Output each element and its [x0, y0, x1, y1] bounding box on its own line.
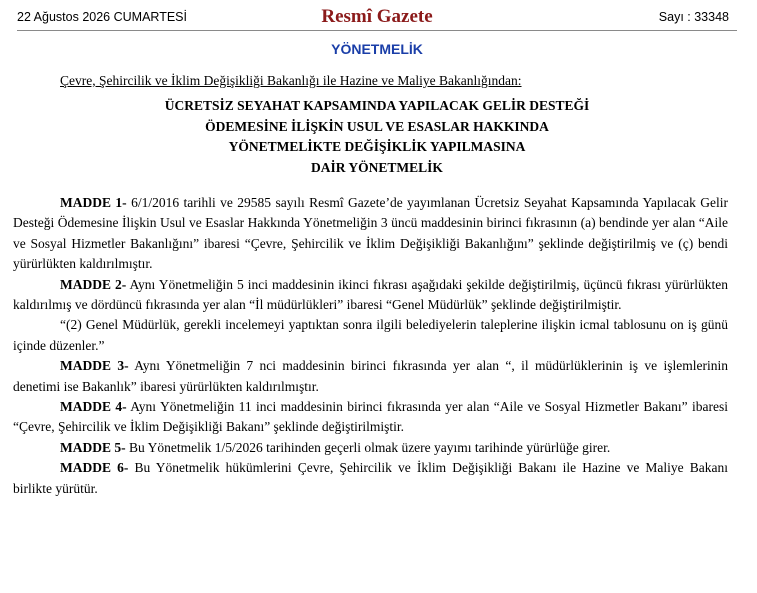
issue-date: 22 Ağustos 2026 CUMARTESİ	[17, 10, 187, 24]
article-label: MADDE 4-	[60, 399, 127, 415]
gazette-title: Resmî Gazete	[321, 6, 433, 27]
gazette-header	[17, 6, 737, 31]
regulation-title-line: ÜCRETSİZ SEYAHAT KAPSAMINDA YAPILACAK GELİR DESTEĞİ	[164, 98, 590, 113]
article-label: MADDE 1-	[60, 195, 127, 210]
article-text: Aynı Yönetmeliğin 7 nci maddesinin birinci fıkrasında yer alan “, il müdürlüklerinin iş ve işlemlerinin denetimi ise Bakanlık” ibaresi yürürlükten kaldırılmıştır.	[13, 358, 729, 394]
regulation-title	[17, 96, 737, 178]
article-text: Aynı Yönetmeliğin 11 inci maddesinin birinci fıkrasında yer alan “Aile ve Sosyal Hizmetler Bakanı” ibaresi “Çevre, Şehircilik ve İklim Değişikliği Bakanı” şeklinde değiştirilmiştir.	[13, 399, 728, 435]
article-label: MADDE 6-	[60, 460, 129, 476]
article-6	[13, 458, 728, 499]
article-text: Bu Yönetmelik 1/5/2026 tarihinden geçerli olmak üzere yayımı tarihinde yürürlüğe girer.	[125, 439, 611, 455]
regulation-title-line: YÖNETMELİKTE DEĞİŞİKLİK YAPILMASINA	[228, 139, 526, 154]
article-text: 6/1/2016 tarihli ve 29585 sayılı Resmî Gazete’de yayımlanan Ücretsiz Seyahat Kapsamında Yapılacak Gelir Desteği Ödemesine İlişkin Usul ve Esaslar Hakkında Yönetmeliğin 3 üncü maddesinin birinci fıkrasının (a) bendinde yer alan “Aile ve Sosyal Hizmetler Bakanlığını” ibaresi “Çevre, Şehircilik ve İklim Değişikliği Bakanlığını” şeklinde değiştirilmiş ve (ç) bendi yürürlükten kaldırılmıştır.	[13, 195, 728, 272]
regulation-body	[13, 193, 728, 499]
issue-number: Sayı : 33348	[658, 10, 729, 24]
article-3	[13, 356, 728, 397]
regulation-title-line: ÖDEMESİNE İLİŞKİN USUL VE ESASLAR HAKKINDA	[205, 118, 549, 134]
article-text: Bu Yönetmelik hükümlerini Çevre, Şehircilik ve İklim Değişikliği Bakanı ile Hazine ve Maliye Bakanı birlikte yürütür.	[13, 460, 728, 496]
article-text: “(2) Genel Müdürlük, gerekli incelemeyi yaptıktan sonra ilgili belediyelerin taleplerine ilişkin icmal tablosunu on iş günü içinde düzenler.”	[13, 317, 728, 353]
article-label: MADDE 5-	[60, 439, 126, 455]
article-2	[13, 275, 728, 316]
section-heading: YÖNETMELİK	[331, 41, 423, 57]
article-label: MADDE 2-	[60, 276, 127, 292]
article-text: Aynı Yönetmeliğin 5 inci maddesinin ikinci fıkrası aşağıdaki şekilde değiştirilmiş, üçüncü fıkrası yürürlükten kaldırılmış ve dördüncü fıkrasında yer alan “İl müdürlükleri” ibaresi “Genel Müdürlük” şeklinde değiştirilmiştir.	[13, 276, 728, 313]
article-label: MADDE 3-	[60, 358, 129, 374]
article-1	[13, 193, 728, 275]
issuing-ministry: Çevre, Şehircilik ve İklim Değişikliği Bakanlığı ile Hazine ve Maliye Bakanlığından:	[60, 73, 522, 88]
article-2-quoted-paragraph	[13, 315, 728, 356]
regulation-title-line: DAİR YÖNETMELİK	[311, 159, 443, 175]
article-5	[13, 438, 728, 458]
article-4	[13, 397, 728, 438]
